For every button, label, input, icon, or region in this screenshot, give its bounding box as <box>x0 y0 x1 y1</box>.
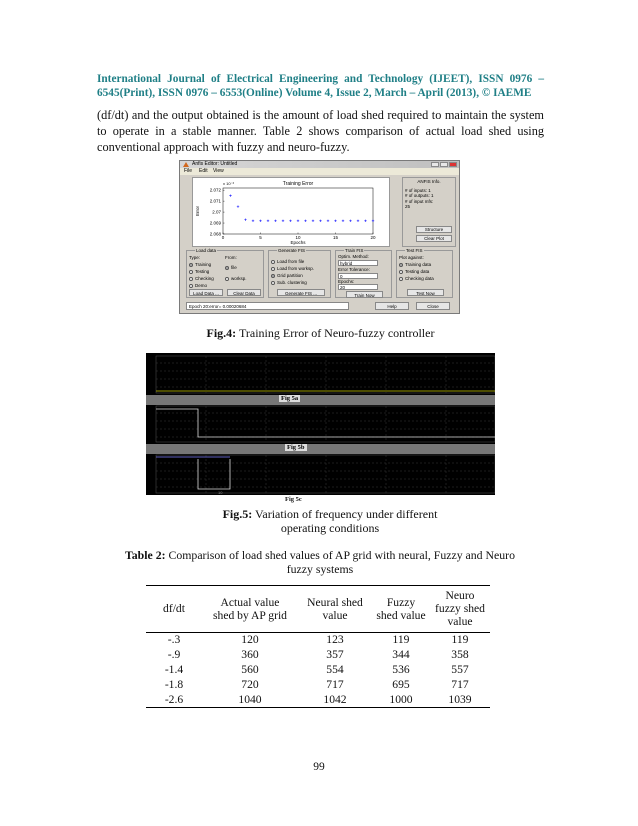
table-row <box>146 677 490 692</box>
radio-label: Load from worksp. <box>277 266 315 271</box>
cell: 720 <box>241 678 259 691</box>
radio-worksp-label: worksp. <box>231 276 247 281</box>
intro-paragraph: (df/dt) and the output obtained is the amount of load shed required to maintain the system to operate in a stable manner. Table 2 shows comparison of actual load shed using conventional approach with fuzzy and neuro-fuzzy. <box>97 108 544 154</box>
load-data-title: Load data <box>196 248 217 253</box>
radio-training[interactable] <box>189 262 211 267</box>
generate-fis-title: Generate FIS <box>278 248 306 253</box>
radio-demo[interactable] <box>189 283 207 288</box>
x-axis-label: Epochs <box>290 240 306 245</box>
cell: -1.4 <box>164 663 184 676</box>
y-tick-label: 2.068 <box>209 231 221 237</box>
fig-5a-label: Fig 5a <box>281 395 299 402</box>
help-button[interactable]: Help <box>375 302 409 310</box>
radio-load-from-worksp[interactable] <box>271 266 314 271</box>
generate-fis-group <box>268 250 331 298</box>
radio-load-from-file[interactable] <box>271 259 304 264</box>
load-data-button[interactable]: Load Data ... <box>189 289 223 296</box>
cell: 357 <box>326 648 344 661</box>
anfis-info-line: # of outputs: 1 <box>405 193 434 198</box>
header-line: Neuro <box>445 589 475 603</box>
radio-checking[interactable] <box>189 276 214 281</box>
optim-method-label: Optim. Method: <box>338 254 369 259</box>
table-row <box>146 662 490 677</box>
cell: -2.6 <box>164 692 184 706</box>
train-fis-title: Train FIS <box>345 248 364 253</box>
header-neuro-fuzzy <box>430 586 490 632</box>
load-data-group <box>186 250 264 298</box>
cell: 695 <box>392 678 410 691</box>
cell: -.9 <box>167 648 181 661</box>
header-line: shed value <box>376 608 426 622</box>
header-actual <box>202 586 298 632</box>
plot-against-label: Plot against: <box>399 255 424 260</box>
header-neural <box>298 586 372 632</box>
y-tick-label: 2.072 <box>209 187 221 193</box>
table-header-row <box>146 586 490 632</box>
minimize-button[interactable] <box>431 162 439 167</box>
figure-5-caption-line1: Variation of frequency under different <box>252 507 438 521</box>
structure-button[interactable]: Structure <box>416 226 452 233</box>
cell: 119 <box>392 633 410 647</box>
cell: -1.8 <box>164 678 184 691</box>
radio-label: Checking data <box>405 276 434 281</box>
menu-edit[interactable]: Edit <box>199 168 208 174</box>
anfis-info-line: # of input mfs: <box>405 198 434 204</box>
radio-label: Training data <box>405 262 432 267</box>
radio-file-label: file <box>231 265 237 270</box>
epochs-label: Epochs: <box>338 279 355 284</box>
figure-4-caption-label: Fig.4: <box>206 326 237 340</box>
close-button[interactable]: Close <box>416 302 450 310</box>
cell: 717 <box>326 678 344 691</box>
test-now-button[interactable]: Test Now <box>407 289 444 296</box>
type-label: Type: <box>189 255 201 260</box>
from-label: From: <box>225 255 237 260</box>
x-tick-label: 5 <box>259 235 262 240</box>
matlab-icon <box>183 162 189 167</box>
radio-label: Sub. clustering <box>277 280 307 285</box>
table-row <box>146 647 490 662</box>
fig-5c-label: Fig 5c <box>285 496 302 503</box>
plot-axes-box <box>223 188 373 234</box>
table-2-caption-label: Table 2: <box>124 548 166 562</box>
cell: 717 <box>451 678 469 691</box>
anfis-editor-window <box>179 160 460 314</box>
y-tick-label: 2.07 <box>212 209 221 215</box>
scope-x-tick: 10 <box>218 490 223 495</box>
training-error-chart <box>193 178 389 246</box>
radio-label: Load from file <box>277 259 305 264</box>
table-2-caption-text: Comparison of load shed values of AP grid with neural, Fuzzy and Neuro fuzzy systems <box>165 548 516 576</box>
header-line: value <box>447 615 473 629</box>
cell: 119 <box>451 633 469 647</box>
fig-5b-band <box>146 444 495 454</box>
figure-4-caption-text: Training Error of Neuro-fuzzy controller <box>236 326 435 340</box>
window-title: Anfis Editor: Untitled <box>192 161 238 167</box>
anfis-info-panel <box>402 177 456 247</box>
frequency-scope-plot <box>146 353 495 495</box>
header-line: Neural shed <box>307 595 363 609</box>
cell: 120 <box>241 633 259 647</box>
y-exponent-label: x 10⁻³ <box>223 181 235 186</box>
window-titlebar <box>180 161 459 168</box>
radio-checking-label: Checking <box>195 276 214 281</box>
cell: 358 <box>451 648 469 661</box>
fig-5a-band <box>146 395 495 405</box>
header-line: df/dt <box>163 602 185 616</box>
cell: 123 <box>326 633 344 647</box>
y-tick-label: 2.069 <box>209 220 221 226</box>
cell: 557 <box>451 663 469 676</box>
status-bar: Epoch 20:error= 0.00020684 <box>186 302 349 310</box>
train-fis-group <box>335 250 392 298</box>
clear-data-button[interactable]: Clear Data <box>227 289 261 296</box>
menu-view[interactable]: View <box>213 168 224 174</box>
header-line: fuzzy shed <box>435 602 485 616</box>
x-tick-label: 15 <box>332 235 339 240</box>
comparison-table <box>146 586 490 708</box>
y-axis-label: Error <box>195 206 200 216</box>
radio-testing[interactable] <box>189 269 209 274</box>
figure-5-caption-line2: operating conditions <box>280 521 380 535</box>
radio-training-data[interactable] <box>399 262 431 267</box>
optim-method-select[interactable]: hybrid <box>338 260 378 266</box>
error-tolerance-input[interactable]: 0 <box>338 273 378 279</box>
cell: 360 <box>241 648 259 661</box>
radio-testing-label: Testing <box>195 269 210 274</box>
cell: 1040 <box>238 692 262 706</box>
figure-5-caption <box>180 507 480 535</box>
x-tick-label: 20 <box>370 235 376 240</box>
y-tick-label: 2.071 <box>209 198 221 204</box>
radio-sub-clustering[interactable] <box>271 280 307 285</box>
journal-header: International Journal of Electrical Engineering and Technology (IJEET), ISSN 0976 – 6545(Print), ISSN 0976 – 6553(Online) Volume 4, Issue 2, March – April (2013), © IAEME <box>97 73 544 99</box>
cell: -.3 <box>167 633 181 647</box>
cell: 1039 <box>448 692 472 706</box>
header-line: Fuzzy <box>386 595 416 609</box>
table-row <box>146 632 490 647</box>
header-fuzzy <box>372 586 430 632</box>
plot-title: Training Error <box>282 181 314 187</box>
anfis-info-line: # of inputs: 1 <box>405 187 431 193</box>
maximize-button[interactable] <box>440 162 448 167</box>
header-line: shed by AP grid <box>213 608 287 622</box>
table-2-caption <box>120 548 520 576</box>
radio-training-label: Training <box>195 262 212 267</box>
x-tick-label: 0 <box>221 235 225 240</box>
cell: 1042 <box>323 692 347 706</box>
cell: 1000 <box>389 692 413 706</box>
cell: 560 <box>241 663 259 676</box>
x-tick-label: 10 <box>295 235 301 240</box>
menu-bar <box>180 168 459 175</box>
close-window-button[interactable] <box>449 162 457 167</box>
figure-5-caption-label: Fig.5: <box>222 507 253 521</box>
radio-file[interactable] <box>225 265 237 270</box>
radio-label: Testing data <box>405 269 430 274</box>
test-fis-title: Test FIS <box>406 248 423 253</box>
frequency-scope-figure <box>146 353 495 495</box>
radio-testing-data[interactable] <box>399 269 429 274</box>
header-line: Actual value <box>220 595 280 609</box>
figure-4-caption <box>97 326 544 340</box>
header-line: value <box>322 608 348 622</box>
menu-file[interactable]: File <box>184 168 193 174</box>
cell: 554 <box>326 663 344 676</box>
train-now-button[interactable]: Train Now <box>346 291 383 298</box>
clear-plot-button[interactable]: Clear Plot <box>416 235 452 242</box>
cell: 536 <box>392 663 410 676</box>
error-tolerance-label: Error Tolerance: <box>338 267 370 272</box>
radio-label: Grid partition <box>277 273 303 278</box>
cell: 344 <box>392 648 410 661</box>
header-dfdt <box>146 586 202 632</box>
table-row <box>146 692 490 707</box>
page-number: 99 <box>313 761 325 773</box>
radio-checking-data[interactable] <box>399 276 434 281</box>
radio-demo-label: Demo <box>195 283 208 288</box>
anfis-info-title: ANFIS Info. <box>417 179 441 184</box>
generate-fis-button[interactable]: Generate FIS ... <box>277 289 325 296</box>
epochs-input[interactable]: 20 <box>338 284 378 290</box>
radio-grid-partition[interactable] <box>271 273 303 278</box>
anfis-info-line: 25 <box>405 204 411 209</box>
test-fis-group <box>396 250 453 298</box>
radio-worksp[interactable] <box>225 276 247 281</box>
fig-5b-label: Fig 5b <box>287 444 305 451</box>
training-error-plot-panel <box>192 177 390 247</box>
